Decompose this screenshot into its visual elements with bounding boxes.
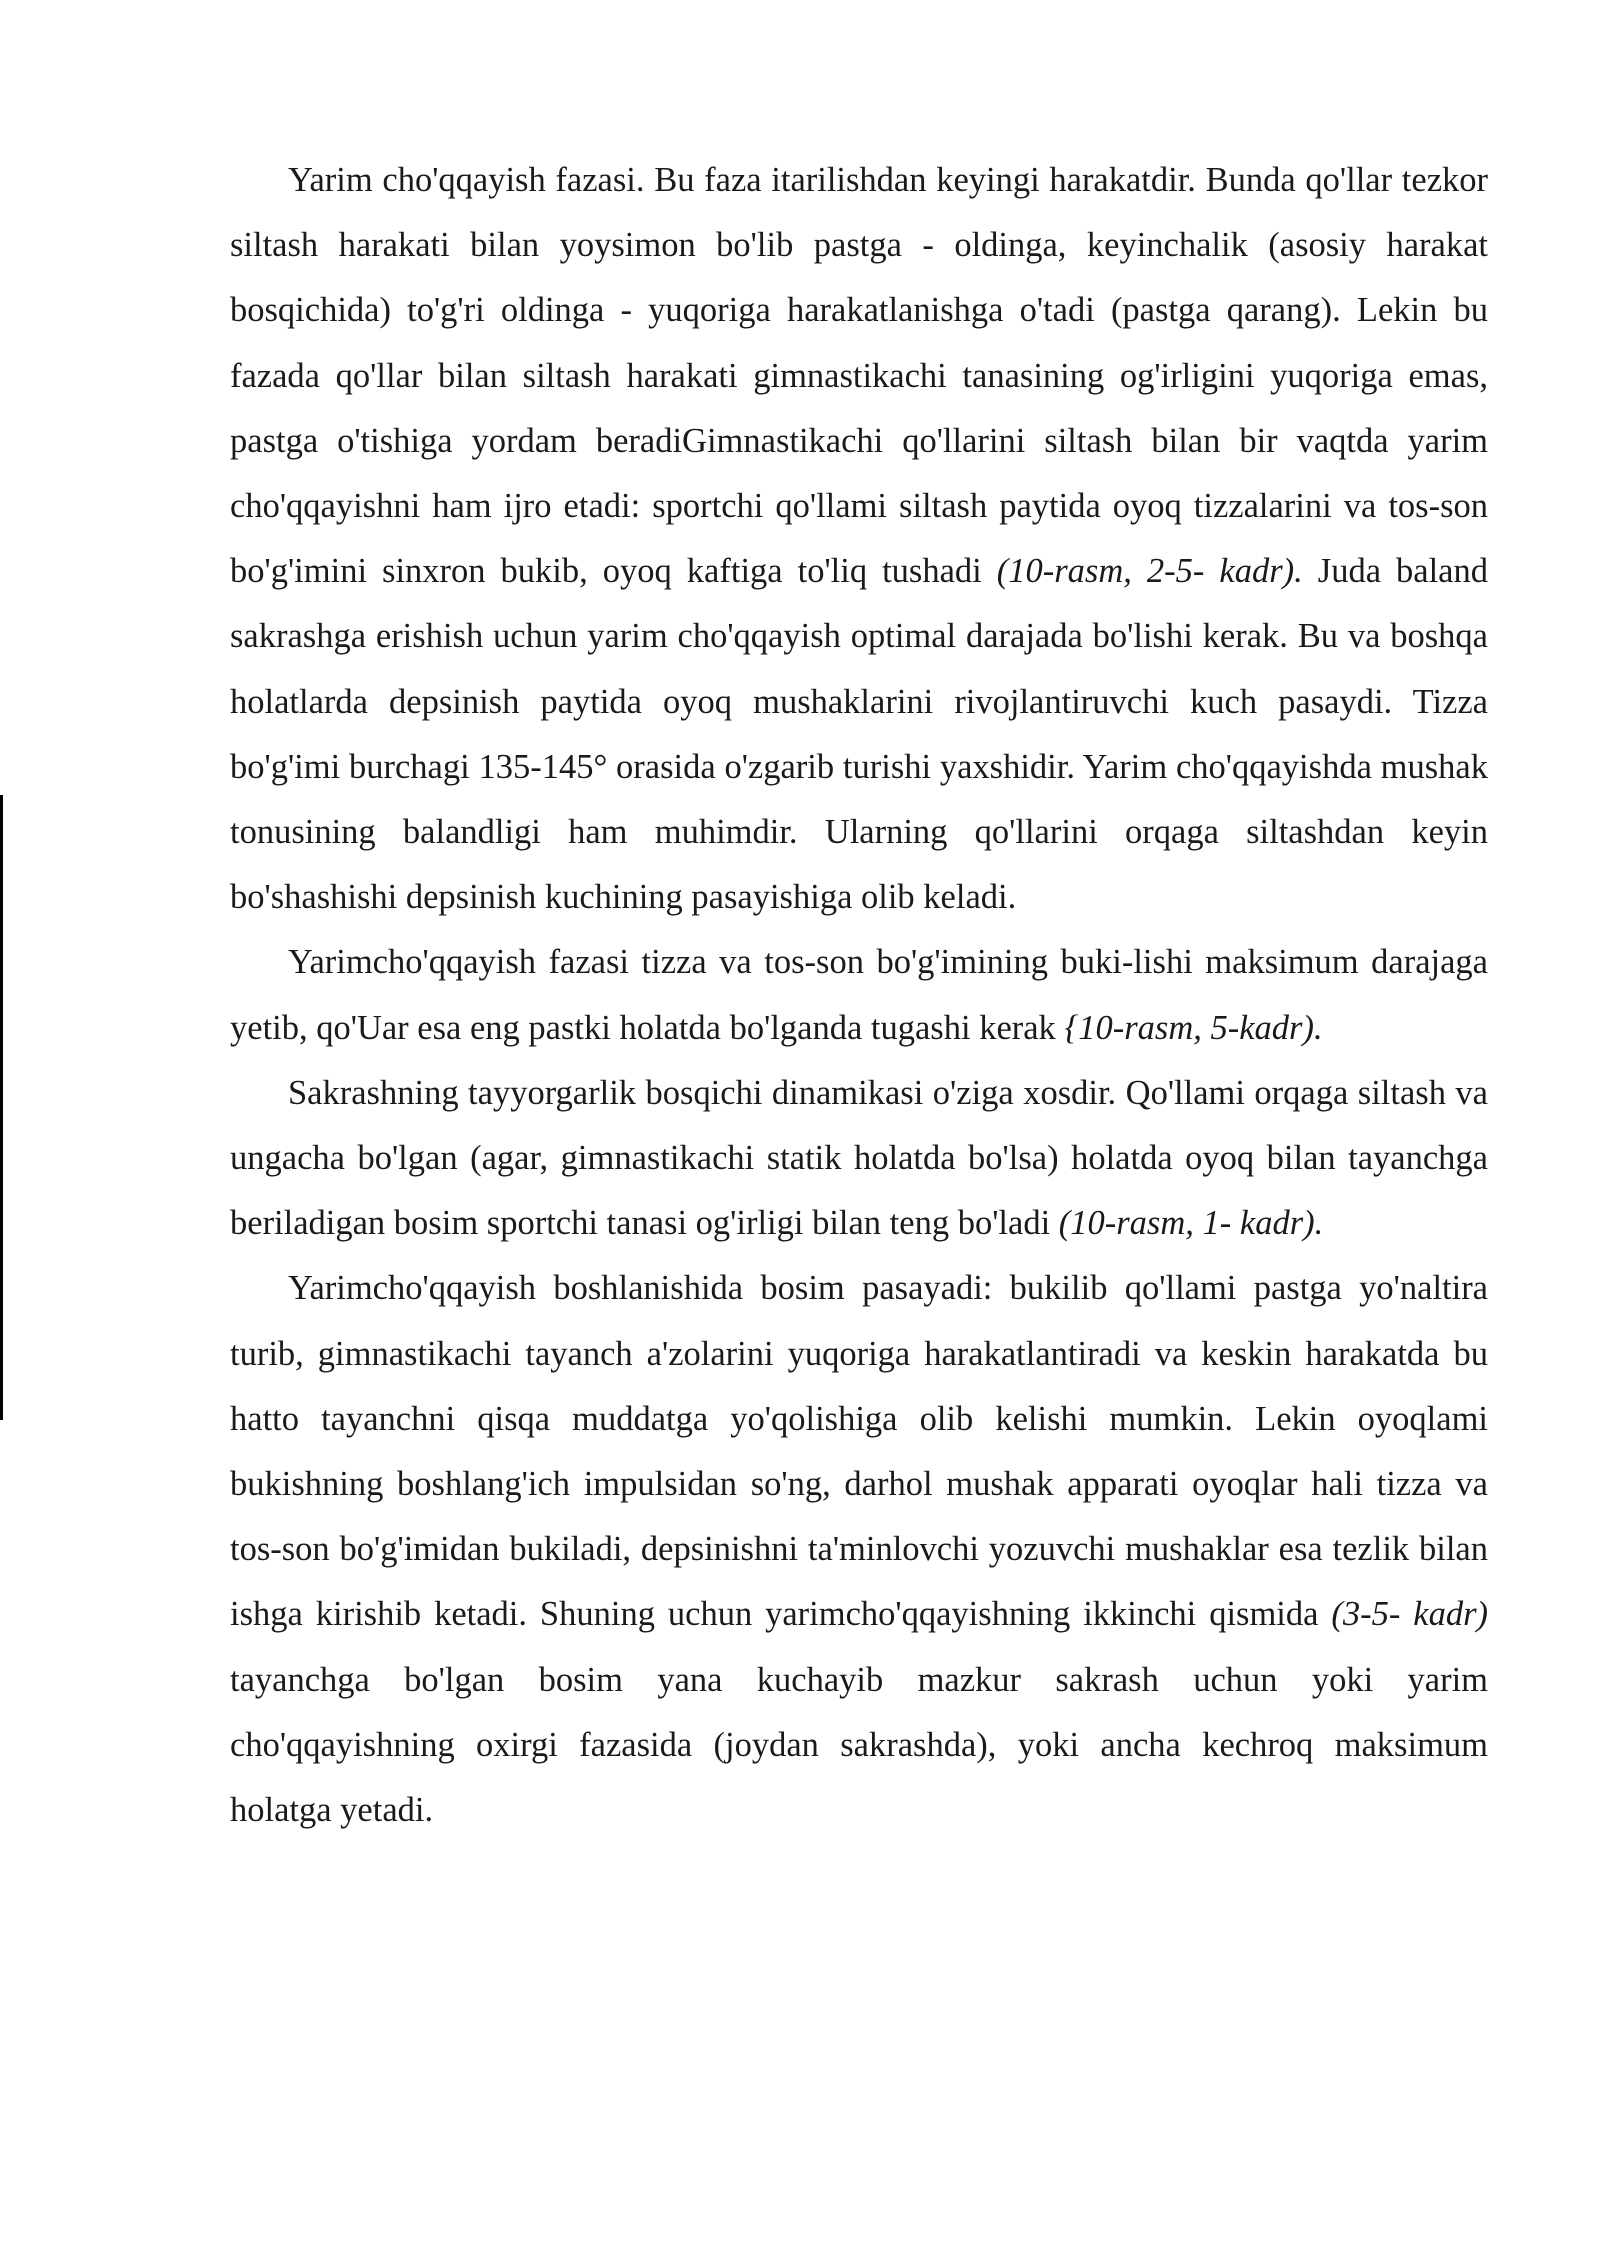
- paragraph-text: Juda baland sakrashga erishish uchun yarim cho'qqayish optimal darajada bo'lishi kerak. Bu va boshqa holatlarda depsinish paytida oyoq mushaklarini rivojlantiruvchi kuch pasaydi. Tizza bo'g'imi burchagi 135-145° orasida o'zgarib turishi yaxshidir. Yarim cho'qqayishda mushak tonusining balandligi ham muhimdir. Ularning qo'llarini orqaga siltashdan keyin bo'shashishi depsinish kuchining pasayishiga olib keladi.: [230, 552, 1488, 917]
- paragraph-3: [230, 1061, 1488, 1257]
- paragraph-text: Sakrashning tayyorgarlik bosqichi dinamikasi o'ziga xosdir. Qo'llami orqaga siltash va ungacha bo'lgan (agar, gimnastikachi statik holatda bo'lsa) holatda oyoq bilan tayanchga beriladigan bosim sportchi tanasi og'irligi bilan teng bo'ladi: [230, 1073, 1488, 1243]
- document-body: [230, 148, 1488, 1843]
- figure-reference: (10-rasm, 2-5- kadr).: [996, 552, 1303, 591]
- paragraph-text: Yarimcho'qqayish boshlanishida bosim pasayadi: bukilib qo'llami pastga yo'naltira turib, gimnastikachi tayanch a'zolarini yuqoriga harakatlantiradi va keskin harakatda bu hatto tayanchni qisqa muddatga yo'qolishiga olib kelishi mumkin. Lekin oyoqlami bukishning boshlang'ich impulsidan so'ng, darhol mushak apparati oyoqlar hali tizza va tos-son bo'g'imidan bukiladi, depsinishni ta'minlovchi yozuvchi mushaklar esa tezlik bilan ishga kirishib ketadi. Shuning uchun yarimcho'qqayishning ikkinchi qismida: [230, 1269, 1488, 1634]
- paragraph-4: [230, 1256, 1488, 1843]
- figure-reference: {10-rasm, 5-kadr).: [1064, 1008, 1323, 1047]
- paragraph-2: [230, 930, 1488, 1060]
- figure-reference: (3-5- kadr): [1331, 1595, 1488, 1634]
- paragraph-text: tayanchga bo'lgan bosim yana kuchayib mazkur sakrash uchun yoki yarim cho'qqayishning oxirgi fazasida (joydan sakrashda), yoki ancha kechroq maksimum holatga yetadi.: [230, 1660, 1488, 1830]
- figure-reference: (10-rasm, 1- kadr).: [1058, 1204, 1324, 1243]
- paragraph-text: Yarimcho'qqayish fazasi tizza va tos-son bo'g'imining buki-lishi maksimum darajaga yetib, qo'Uar esa eng pastki holatda bo'lganda tugashi kerak: [230, 943, 1488, 1047]
- paragraph-1: [230, 148, 1488, 930]
- paragraph-text: Yarim cho'qqayish fazasi. Bu faza itarilishdan keyingi harakatdir. Bunda qo'llar tezkor siltash harakati bilan yoysimon bo'lib pastga - oldinga, keyinchalik (asosiy harakat bosqichida) to'g'ri oldinga - yuqoriga harakatlanishga o'tadi (pastga qarang). Lekin bu fazada qo'llar bilan siltash harakati gimnastikachi tanasining og'irligini yuqoriga emas, pastga o'tishiga yordam beradiGimnastikachi qo'llarini siltash bilan bir vaqtda yarim cho'qqayishni ham ijro etadi: sportchi qo'llami siltash paytida oyoq tizzalarini va tos-son bo'g'imini sinxron bukib, oyoq kaftiga to'liq tushadi: [230, 161, 1488, 591]
- left-margin-rule: [0, 795, 3, 1420]
